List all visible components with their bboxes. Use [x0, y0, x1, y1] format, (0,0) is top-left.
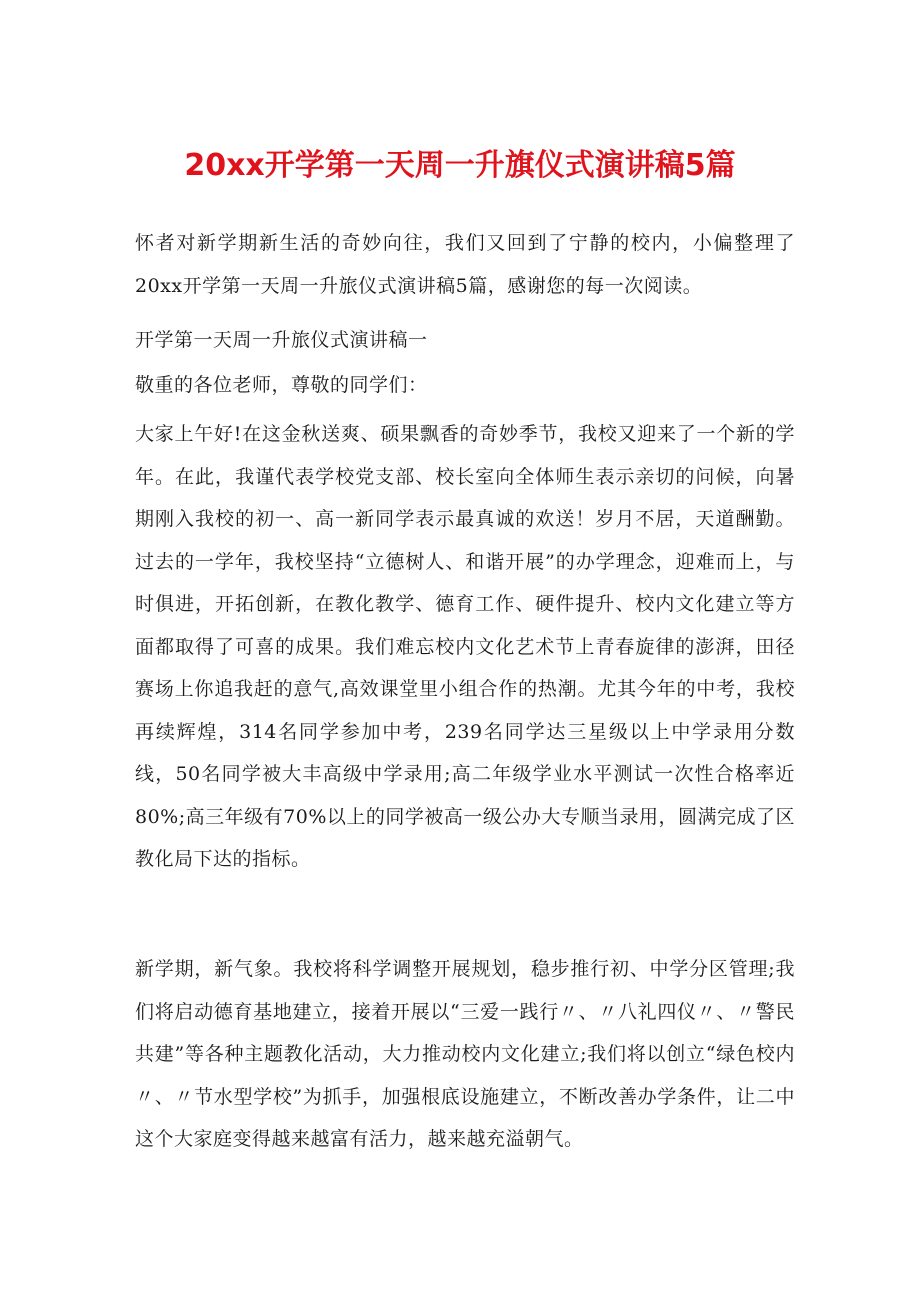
body-paragraph-2: [135, 948, 795, 1161]
paragraph-1-text: 大家上午好!在这金秋送爽、硕果飘香的奇妙季节，我校又迎来了一个新的学年。在此，我谨代表学校党支部、校长室向全体师生表示亲切的问候，向暑期刚入我校的初一、高一新同学表示最真诚的欢送！岁月不居，天道酬勤。过去的一学年，我校坚持“立德树人、和谐开展”的办学理念，迎难而上，与时俱进，开拓创新，在教化教学、德育工作、硬件提升、校内文化建立等方面都取得了可喜的成果。我们难忘校内文化艺术节上青春旋律的澎湃，田径赛场上你追我赶的意气,高效课堂里小组合作的热潮。尤其今年的中考，我校再续辉煌，314名同学参加中考，239名同学达三星级以上中学录用分数线，50名同学被大丰高级中学录用;高二年级学业水平测试一次性合格率近80%;高三年级有70%以上的同学被高一级公办大专顺当录用，圆满完成了区教化局下达的指标。: [135, 423, 795, 870]
paragraph-2-text: 新学期，新气象。我校将科学调整开展规划，稳步推行初、中学分区管理;我们将启动德育基地建立，接着开展以“三爱一践行〃、〃八礼四仪〃、〃警民共建”等各种主题教化活动，大力推动校内文化建立;我们将以创立“绿色校内〃、〃节水型学校”为抓手，加强根底设施建立，不断改善办学条件，让二中这个大家庭变得越来越富有活力，越来越充溢朝气。: [135, 958, 795, 1150]
intro-paragraph: [135, 222, 795, 307]
greeting: [135, 364, 795, 407]
intro-text: 怀者对新学期新生活的奇妙向往，我们又回到了宁静的校内，小偏整理了20xx开学第一天周一升旅仪式演讲稿5篇，感谢您的每一次阅读。: [135, 232, 795, 297]
body-paragraph-1: [135, 413, 795, 881]
document-title: 20xx开学第一天周一升旗仪式演讲稿5篇: [184, 148, 736, 183]
section-heading-text: 开学第一天周一升旅仪式演讲稿一: [135, 329, 428, 351]
greeting-text: 敬重的各位老师，尊敬的同学们：: [135, 374, 428, 396]
section-heading: [135, 319, 795, 362]
